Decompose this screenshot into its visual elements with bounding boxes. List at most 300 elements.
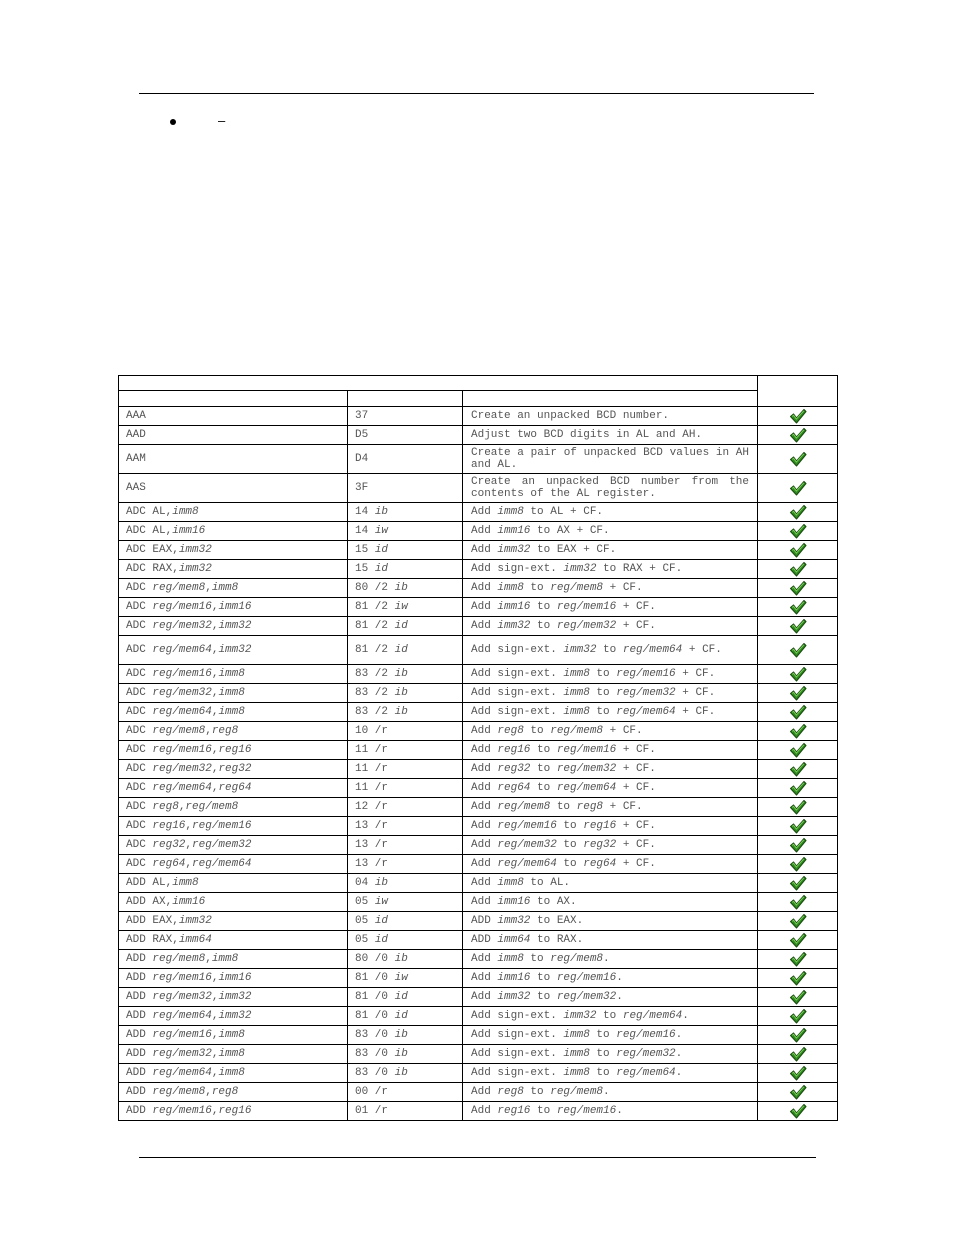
table-rows-7-de-segment: to RAX + CF. <box>596 563 683 575</box>
table-rows-14-de-segment: + CF. <box>675 706 716 718</box>
table-rows-8-mn-segment: reg/mem8 <box>152 582 206 594</box>
table-rows-20-mn-segment: ADC <box>126 820 153 832</box>
mnemonic-cell <box>119 1083 348 1102</box>
checkmark-icon <box>758 684 837 702</box>
table-rows-28-de-segment: reg/mem16 <box>556 972 617 984</box>
checkmark-icon <box>758 836 837 854</box>
table-rows-19-mn-segment: , <box>178 801 186 813</box>
table-rows-23-de-segment: Add <box>471 877 498 889</box>
table-rows-11-de-segment: Add sign-ext. <box>471 644 564 656</box>
mnemonic-cell <box>119 426 348 445</box>
table-rows-6-op-segment: id <box>374 544 389 556</box>
table-rows-32-de-segment: reg/mem32 <box>616 1048 676 1060</box>
table-rows-26-de-segment: to RAX. <box>530 934 584 946</box>
table-rows-22-mn-segment: , <box>185 858 193 870</box>
table-rows-24-mn-segment: ADD AX, <box>126 896 173 908</box>
table-row <box>119 579 838 598</box>
checkmark-icon <box>758 450 837 468</box>
table-rows-14-de-segment: reg/mem64 <box>616 706 676 718</box>
supported-cell <box>758 636 838 665</box>
table-rows-27-de-segment: to <box>523 953 551 965</box>
checkmark-icon <box>758 641 837 659</box>
table-rows-30-mn-segment: , <box>211 1010 219 1022</box>
table-rows-24-op-segment: iw <box>374 896 389 908</box>
table-row <box>119 407 838 426</box>
checkmark-icon <box>758 1026 837 1044</box>
opcode-cell <box>348 665 463 684</box>
table-rows-15-mn-segment: reg/mem8 <box>152 725 206 737</box>
table-rows-27-de-segment: Add <box>471 953 498 965</box>
table-rows-32-mn-segment: imm8 <box>218 1048 245 1060</box>
table-rows-9-op-segment: iw <box>394 601 408 613</box>
mnemonic-cell <box>119 598 348 617</box>
table-rows-31-mn-segment: imm8 <box>218 1029 245 1041</box>
table-rows-33-mn-segment: ADD <box>126 1067 153 1079</box>
table-rows-31-de-segment: imm8 <box>563 1029 590 1041</box>
table-rows-9-mn-segment: imm16 <box>218 601 252 613</box>
supported-cell <box>758 760 838 779</box>
table-rows-15-mn-segment: , <box>205 725 212 737</box>
checkmark-icon <box>758 722 837 740</box>
table-rows-13-mn-segment: , <box>211 687 219 699</box>
checkmark-icon <box>758 665 837 683</box>
table-rows-35-de-segment: . <box>616 1105 623 1117</box>
table-rows-20-de-segment: + CF. <box>616 820 656 832</box>
table-rows-15-op-segment: 10 /r <box>355 725 389 737</box>
mnemonic-cell <box>119 969 348 988</box>
description-cell <box>463 798 758 817</box>
opcode-cell <box>348 703 463 722</box>
description-cell <box>463 407 758 426</box>
table-row <box>119 1026 838 1045</box>
header-cell-span <box>119 376 758 391</box>
opcode-cell <box>348 636 463 665</box>
description-cell <box>463 836 758 855</box>
table-row <box>119 988 838 1007</box>
table-rows-5-op-segment: 14 <box>355 525 375 537</box>
mnemonic-cell <box>119 617 348 636</box>
table-rows-8-mn-segment: , <box>205 582 212 594</box>
mnemonic-cell <box>119 722 348 741</box>
table-rows-34-op-segment: 00 /r <box>355 1086 389 1098</box>
table-rows-29-de-segment: . <box>616 991 623 1003</box>
table-rows-32-de-segment: to <box>589 1048 617 1060</box>
description-cell <box>463 931 758 950</box>
table-rows-31-de-segment: to <box>589 1029 617 1041</box>
supported-cell <box>758 503 838 522</box>
table-rows-35-de-segment: Add <box>471 1105 498 1117</box>
description-cell <box>463 1102 758 1121</box>
table-rows-9-de-segment: Add <box>471 601 498 613</box>
table-rows-1-mn-segment: AAD <box>126 429 146 441</box>
table-rows-16-op-segment: 11 /r <box>355 744 389 756</box>
table-rows-22-de-segment: to <box>556 858 584 870</box>
opcode-cell <box>348 741 463 760</box>
supported-cell <box>758 703 838 722</box>
table-rows-5-mn-segment: ADC AL, <box>126 525 173 537</box>
supported-cell <box>758 931 838 950</box>
table-rows-26-mn-segment: ADD RAX, <box>126 934 179 946</box>
mnemonic-cell <box>119 1026 348 1045</box>
table-rows-18-mn-segment: reg/mem64 <box>152 782 212 794</box>
table-row <box>119 474 838 503</box>
mnemonic-cell <box>119 893 348 912</box>
table-rows-11-de-segment: + CF. <box>682 644 722 656</box>
table-rows-11-mn-segment: reg/mem64 <box>152 644 212 656</box>
checkmark-icon <box>758 798 837 816</box>
table-rows-26-de-segment: ADD <box>471 934 498 946</box>
table-row <box>119 798 838 817</box>
table-rows-30-de-segment: to <box>596 1010 623 1022</box>
table-rows-11-op-segment: id <box>394 644 408 656</box>
table-rows-0-mn-segment: AAA <box>126 410 146 422</box>
checkmark-icon <box>758 931 837 949</box>
table-rows-35-de-segment: to <box>530 1105 557 1117</box>
opcode-cell <box>348 760 463 779</box>
table-rows-25-op-segment: id <box>374 915 389 927</box>
table-header-row-1 <box>119 376 838 391</box>
mnemonic-cell <box>119 855 348 874</box>
table-rows-4-mn-segment: ADC AL, <box>126 506 173 518</box>
table-rows-9-mn-segment: , <box>211 601 219 613</box>
table-rows-9-de-segment: reg/mem16 <box>556 601 617 613</box>
table-rows-23-de-segment: imm8 <box>497 877 524 889</box>
table-rows-4-op-segment: 14 <box>355 506 375 518</box>
table-rows-32-de-segment: imm8 <box>563 1048 590 1060</box>
table-rows-32-op-segment: 83 /0 <box>355 1048 395 1060</box>
table-rows-13-de-segment: Add sign-ext. <box>471 687 564 699</box>
description-cell <box>463 722 758 741</box>
table-rows-27-op-segment: 80 /0 <box>355 953 395 965</box>
table-rows-30-de-segment: Add sign-ext. <box>471 1010 564 1022</box>
opcode-cell <box>348 855 463 874</box>
table-row <box>119 912 838 931</box>
table-rows-13-de-segment: to <box>589 687 617 699</box>
table-rows-33-mn-segment: imm8 <box>218 1067 245 1079</box>
table-rows-13-op-segment: 83 /2 <box>355 687 395 699</box>
checkmark-icon <box>758 522 837 540</box>
table-row <box>119 722 838 741</box>
table-rows-16-de-segment: Add <box>471 744 498 756</box>
table-rows-20-de-segment: to <box>556 820 584 832</box>
mnemonic-cell <box>119 445 348 474</box>
table-rows-4-op-segment: ib <box>374 506 389 518</box>
table-rows-10-de-segment: to <box>530 620 557 632</box>
description-cell <box>463 1007 758 1026</box>
opcode-cell <box>348 684 463 703</box>
table-row <box>119 779 838 798</box>
description-cell <box>463 503 758 522</box>
table-row <box>119 1045 838 1064</box>
description-cell <box>463 741 758 760</box>
table-rows-29-mn-segment: , <box>211 991 219 1003</box>
opcode-cell <box>348 836 463 855</box>
table-rows-23-mn-segment: imm8 <box>172 877 199 889</box>
supported-cell <box>758 407 838 426</box>
table-rows-12-de-segment: Add sign-ext. <box>471 668 564 680</box>
mnemonic-cell <box>119 741 348 760</box>
table-rows-28-mn-segment: , <box>211 972 219 984</box>
table-rows-4-de-segment: Add <box>471 506 498 518</box>
table-rows-28-de-segment: to <box>530 972 557 984</box>
description-cell <box>463 684 758 703</box>
supported-cell <box>758 598 838 617</box>
table-rows-21-mn-segment: ADC <box>126 839 153 851</box>
table-rows-32-mn-segment: ADD <box>126 1048 153 1060</box>
table-rows-33-op-segment: 83 /0 <box>355 1067 395 1079</box>
table-row <box>119 541 838 560</box>
table-rows-15-de-segment: reg/mem8 <box>550 725 604 737</box>
opcode-cell <box>348 503 463 522</box>
table-rows-35-de-segment: reg/mem16 <box>556 1105 617 1117</box>
table-rows-20-mn-segment: , <box>185 820 193 832</box>
supported-cell <box>758 893 838 912</box>
table-rows-31-mn-segment: , <box>211 1029 219 1041</box>
table-rows-13-mn-segment: imm8 <box>218 687 245 699</box>
table-rows-32-mn-segment: reg/mem32 <box>152 1048 212 1060</box>
mnemonic-cell <box>119 1102 348 1121</box>
mnemonic-cell <box>119 407 348 426</box>
supported-cell <box>758 617 838 636</box>
opcode-cell <box>348 407 463 426</box>
table-rows-17-de-segment: reg/mem32 <box>556 763 617 775</box>
table-rows-21-mn-segment: reg/mem32 <box>192 839 252 851</box>
supported-cell <box>758 1026 838 1045</box>
table-rows-10-de-segment: imm32 <box>497 620 531 632</box>
checkmark-icon <box>758 988 837 1006</box>
table-rows-30-de-segment: reg/mem64 <box>622 1010 683 1022</box>
table-row <box>119 522 838 541</box>
header-cell-description <box>463 391 758 407</box>
table-rows-34-mn-segment: , <box>205 1086 212 1098</box>
table-rows-3-op-segment: 3F <box>355 482 369 494</box>
mnemonic-cell <box>119 779 348 798</box>
table-rows-12-mn-segment: ADC <box>126 668 153 680</box>
table-rows-11-mn-segment: , <box>211 644 219 656</box>
table-rows-28-mn-segment: ADD <box>126 972 153 984</box>
checkmark-icon <box>758 969 837 987</box>
table-rows-2-de-segment: Create a pair of unpacked BCD values in AH and AL. <box>471 447 749 471</box>
table-rows-35-mn-segment: , <box>211 1105 219 1117</box>
table-rows-11-de-segment: imm32 <box>563 644 597 656</box>
table-rows-28-op-segment: 81 /0 <box>355 972 395 984</box>
table-rows-14-mn-segment: ADC <box>126 706 153 718</box>
table-rows-9-de-segment: to <box>530 601 557 613</box>
description-cell <box>463 703 758 722</box>
table-rows-16-mn-segment: , <box>211 744 219 756</box>
table-row <box>119 950 838 969</box>
table-rows-8-de-segment: imm8 <box>497 582 524 594</box>
table-rows-0-op-segment: 37 <box>355 410 369 422</box>
checkmark-icon <box>758 426 837 444</box>
table-rows-11-de-segment: to <box>596 644 623 656</box>
table-rows-25-mn-segment: imm32 <box>178 915 212 927</box>
checkmark-icon <box>758 855 837 873</box>
table-row <box>119 1007 838 1026</box>
table-row <box>119 560 838 579</box>
table-rows-29-de-segment: reg/mem32 <box>556 991 617 1003</box>
table-rows-10-de-segment: reg/mem32 <box>556 620 617 632</box>
checkmark-icon <box>758 703 837 721</box>
table-rows-27-de-segment: . <box>603 953 610 965</box>
table-row <box>119 1102 838 1121</box>
table-rows-28-de-segment: . <box>616 972 623 984</box>
description-cell <box>463 760 758 779</box>
table-row <box>119 874 838 893</box>
table-row <box>119 817 838 836</box>
table-rows-18-de-segment: Add <box>471 782 498 794</box>
table-rows-8-op-segment: ib <box>394 582 408 594</box>
table-rows-24-mn-segment: imm16 <box>172 896 206 908</box>
table-rows-21-op-segment: 13 /r <box>355 839 389 851</box>
description-cell <box>463 598 758 617</box>
table-rows-19-de-segment: Add <box>471 801 498 813</box>
header-cell-support <box>758 376 838 407</box>
checkmark-icon <box>758 912 837 930</box>
table-rows-12-op-segment: 83 /2 <box>355 668 395 680</box>
table-rows-8-de-segment: Add <box>471 582 498 594</box>
table-rows-13-de-segment: + CF. <box>675 687 716 699</box>
table-row <box>119 617 838 636</box>
description-cell <box>463 855 758 874</box>
mnemonic-cell <box>119 798 348 817</box>
opcode-cell <box>348 1026 463 1045</box>
table-rows-15-mn-segment: ADC <box>126 725 153 737</box>
table-rows-22-mn-segment: reg/mem64 <box>192 858 252 870</box>
supported-cell <box>758 1102 838 1121</box>
table-rows-1-op-segment: D5 <box>355 429 369 441</box>
table-rows-14-de-segment: to <box>589 706 617 718</box>
supported-cell <box>758 541 838 560</box>
opcode-cell <box>348 445 463 474</box>
table-rows-10-de-segment: Add <box>471 620 498 632</box>
table-rows-35-mn-segment: ADD <box>126 1105 153 1117</box>
mnemonic-cell <box>119 665 348 684</box>
table-rows-31-de-segment: Add sign-ext. <box>471 1029 564 1041</box>
table-rows-22-mn-segment: ADC <box>126 858 153 870</box>
opcode-cell <box>348 617 463 636</box>
table-rows-9-op-segment: 81 /2 <box>355 601 395 613</box>
instruction-table <box>118 375 838 1121</box>
table-rows-20-mn-segment: reg16 <box>152 820 186 832</box>
table-rows-14-mn-segment: reg/mem64 <box>152 706 212 718</box>
table-rows-28-de-segment: imm16 <box>497 972 531 984</box>
table-rows-7-op-segment: id <box>374 563 389 575</box>
table-row <box>119 445 838 474</box>
table-rows-16-de-segment: + CF. <box>616 744 656 756</box>
checkmark-icon <box>758 874 837 892</box>
table-rows-14-mn-segment: imm8 <box>218 706 245 718</box>
table-rows-29-op-segment: 81 /0 <box>355 991 395 1003</box>
table-rows-29-de-segment: Add <box>471 991 498 1003</box>
table-rows-16-de-segment: to <box>530 744 557 756</box>
table-rows-11-op-segment: 81 /2 <box>355 644 395 656</box>
table-rows-31-de-segment: . <box>675 1029 683 1041</box>
table-rows-20-mn-segment: reg/mem16 <box>192 820 252 832</box>
table-rows-19-de-segment: reg8 <box>576 801 604 813</box>
table-rows-17-mn-segment: ADC <box>126 763 153 775</box>
opcode-cell <box>348 950 463 969</box>
table-rows-25-de-segment: ADD <box>471 915 498 927</box>
description-cell <box>463 560 758 579</box>
opcode-cell <box>348 893 463 912</box>
table-rows-19-de-segment: reg/mem8 <box>497 801 551 813</box>
opcode-cell <box>348 1045 463 1064</box>
checkmark-icon <box>758 617 837 635</box>
mnemonic-cell <box>119 636 348 665</box>
table-rows-28-de-segment: Add <box>471 972 498 984</box>
table-rows-31-mn-segment: ADD <box>126 1029 153 1041</box>
table-rows-6-mn-segment: ADC EAX, <box>126 544 179 556</box>
mnemonic-cell <box>119 988 348 1007</box>
table-row <box>119 503 838 522</box>
table-rows-27-mn-segment: imm8 <box>211 953 239 965</box>
table-rows-34-mn-segment: ADD <box>126 1086 153 1098</box>
table-rows-12-de-segment: imm8 <box>563 668 590 680</box>
supported-cell <box>758 684 838 703</box>
table-rows-22-mn-segment: reg64 <box>152 858 186 870</box>
supported-cell <box>758 474 838 503</box>
table-rows-22-de-segment: reg/mem64 <box>497 858 557 870</box>
table-rows-10-mn-segment: reg/mem32 <box>152 620 212 632</box>
checkmark-icon <box>758 1083 837 1101</box>
table-rows-11-de-segment: reg/mem64 <box>622 644 683 656</box>
supported-cell <box>758 874 838 893</box>
table-rows-15-de-segment: + CF. <box>603 725 643 737</box>
checkmark-icon <box>758 479 837 497</box>
table-rows-28-op-segment: iw <box>394 972 408 984</box>
table-rows-30-mn-segment: imm32 <box>218 1010 252 1022</box>
table-rows-22-de-segment: + CF. <box>616 858 656 870</box>
table-rows-12-mn-segment: reg/mem16 <box>152 668 212 680</box>
table-rows-28-mn-segment: imm16 <box>218 972 252 984</box>
mnemonic-cell <box>119 522 348 541</box>
table-row <box>119 684 838 703</box>
opcode-cell <box>348 969 463 988</box>
supported-cell <box>758 560 838 579</box>
table-rows-14-op-segment: ib <box>394 706 408 718</box>
table-rows-9-mn-segment: ADC <box>126 601 153 613</box>
checkmark-icon <box>758 817 837 835</box>
table-rows-18-de-segment: + CF. <box>616 782 656 794</box>
table-rows-9-mn-segment: reg/mem16 <box>152 601 212 613</box>
table-rows-1-de-segment: Adjust two BCD digits in AL and AH. <box>471 429 703 441</box>
instruction-table-body <box>119 376 838 1121</box>
table-rows-12-de-segment: to <box>589 668 617 680</box>
table-rows-27-mn-segment: reg/mem8 <box>152 953 206 965</box>
table-rows-33-de-segment: . <box>675 1067 683 1079</box>
opcode-cell <box>348 579 463 598</box>
mnemonic-cell <box>119 503 348 522</box>
supported-cell <box>758 722 838 741</box>
table-rows-17-mn-segment: reg32 <box>218 763 252 775</box>
table-row <box>119 741 838 760</box>
table-rows-21-mn-segment: , <box>185 839 193 851</box>
table-rows-10-mn-segment: imm32 <box>218 620 252 632</box>
table-rows-29-mn-segment: imm32 <box>218 991 252 1003</box>
table-rows-4-de-segment: imm8 <box>497 506 524 518</box>
table-rows-21-mn-segment: reg32 <box>152 839 186 851</box>
description-cell <box>463 665 758 684</box>
checkmark-icon <box>758 1102 837 1120</box>
table-rows-27-mn-segment: ADD <box>126 953 153 965</box>
table-rows-18-de-segment: reg/mem64 <box>556 782 617 794</box>
table-rows-10-op-segment: id <box>394 620 408 632</box>
table-rows-7-mn-segment: ADC RAX, <box>126 563 179 575</box>
table-rows-15-mn-segment: reg8 <box>211 725 239 737</box>
bullet-dot <box>170 119 176 125</box>
table-rows-2-mn-segment: AAM <box>126 453 146 465</box>
